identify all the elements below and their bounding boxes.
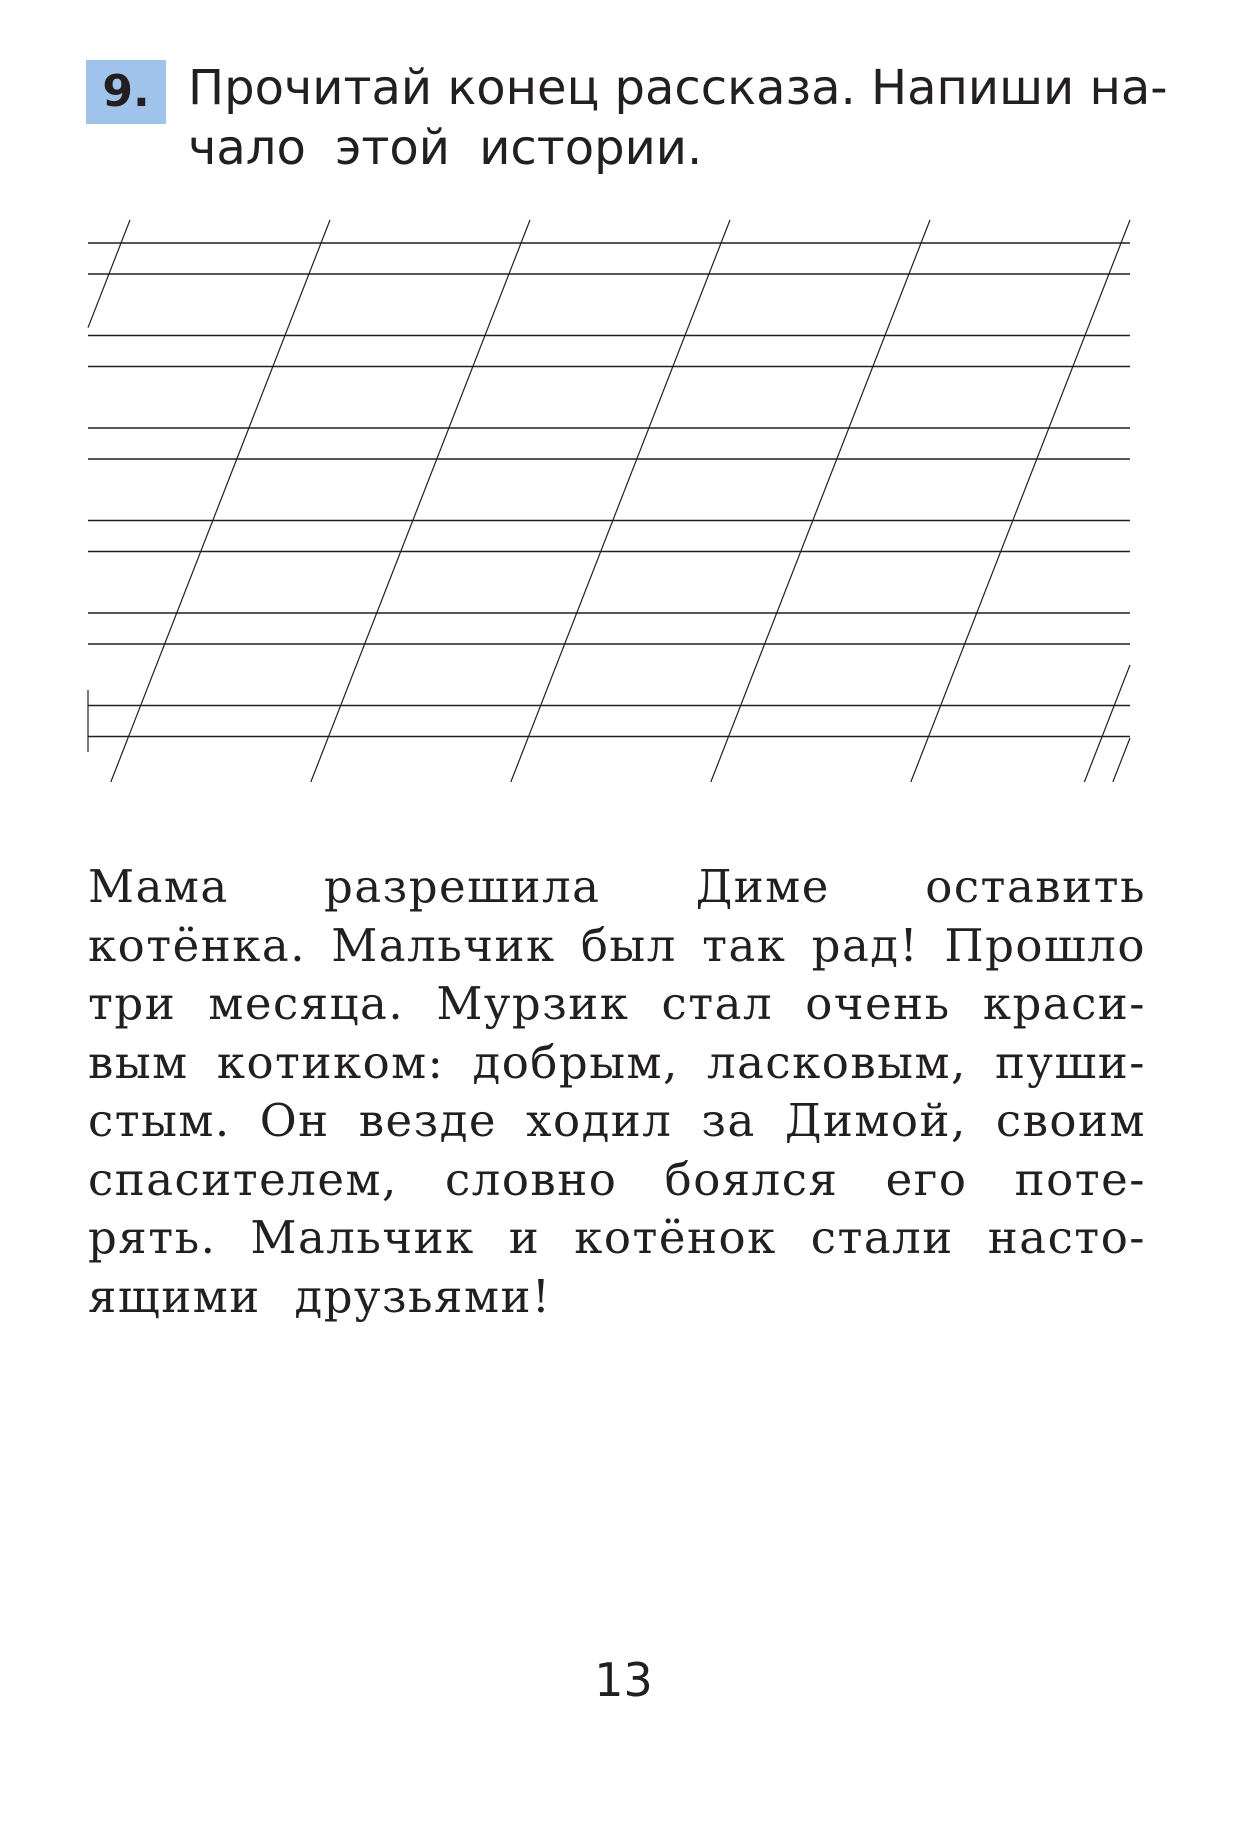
story-line: котёнка. Мальчик был так рад! Прошло [88,918,1146,972]
story-line: стым. Он везде ходил за Димой, своим [88,1094,1146,1147]
slant-guide-line [1084,665,1130,782]
task-instruction-line: чало этой истории. [188,120,703,176]
story-line: ящими друзьями! [88,1269,552,1323]
story-line: три месяца. Мурзик стал очень краси- [88,977,1146,1030]
story-text [88,858,1146,1326]
writing-lines [88,243,1130,737]
task-number-badge: 9. [86,60,166,124]
story-line: рять. Мальчик и котёнок стали насто- [88,1211,1146,1264]
slant-guide-line [911,220,1130,782]
story-line: Мама разрешила Диме оставить [88,860,1146,913]
slant-guide-line [1113,738,1130,782]
writing-grid[interactable] [0,0,1247,800]
slant-guide-line [711,220,930,782]
slant-guide-line [511,220,730,782]
story-line: вым котиком: добрым, ласковым, пуши- [88,1035,1146,1089]
task-instruction-line: Прочитай конец рассказа. Напиши на- [188,60,1168,116]
slant-guides [88,220,1130,782]
slant-guide-line [311,220,530,782]
slant-guide-line [111,220,330,782]
story-line: спасителем, словно боялся его поте- [88,1152,1146,1206]
page-number: 13 [594,1653,653,1707]
